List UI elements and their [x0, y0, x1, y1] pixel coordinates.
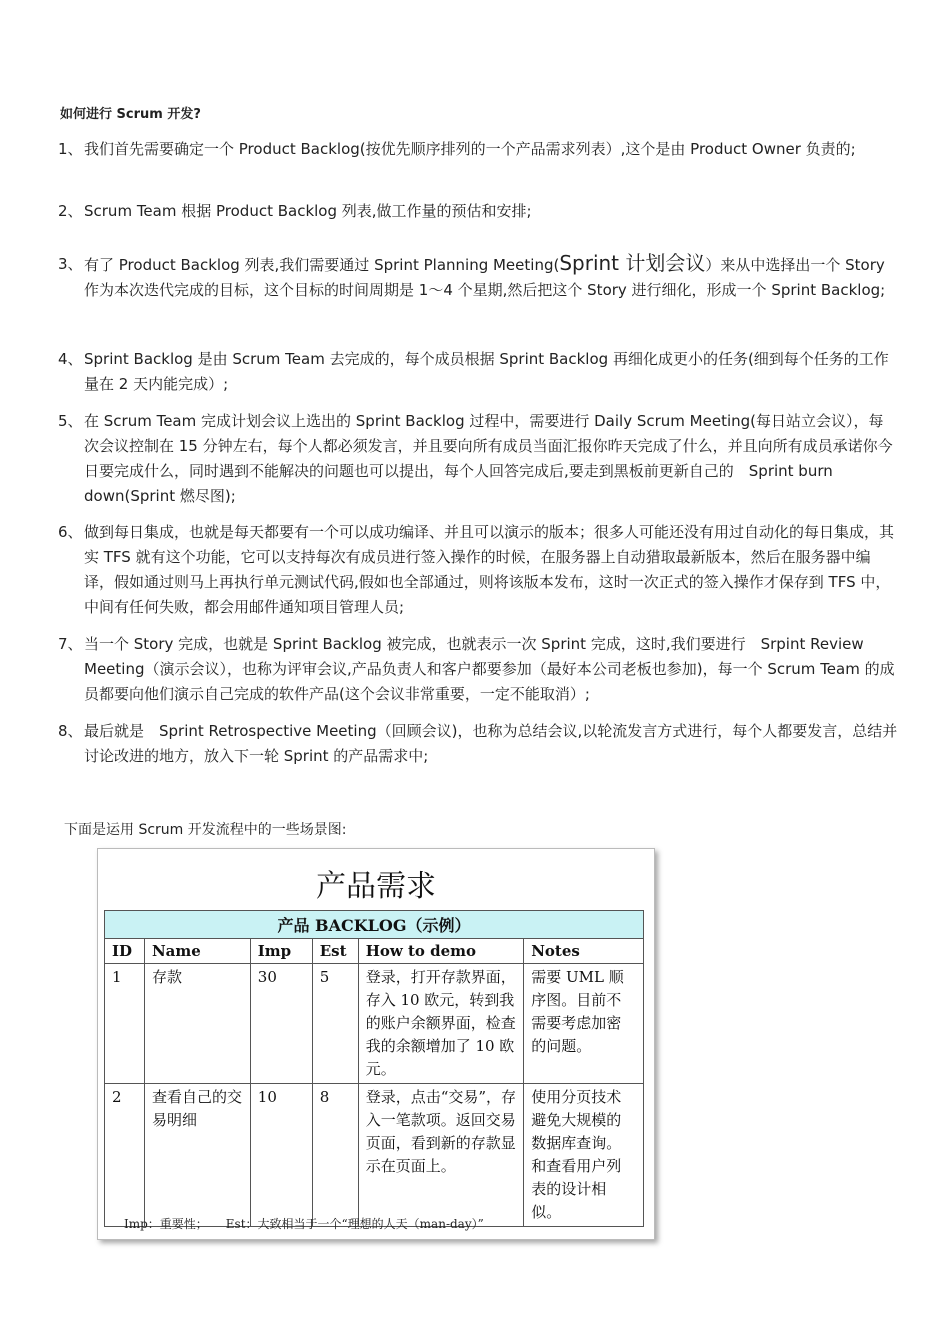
table-row	[105, 1084, 644, 1227]
item-text-part: ）来从中选择出一个 Story 作为本次迭代完成的目标，这个目标的时间周期是 1～4 个星期,然后把这个 Story 进行细化，形成一个 Sprint Backlog;	[84, 256, 886, 299]
table-header-row	[105, 939, 644, 964]
item-number: 2、	[58, 202, 83, 220]
backlog-figure	[97, 848, 655, 1240]
item-text-part: 有了 Product Backlog 列表,我们需要通过 Sprint Planning Meeting(	[84, 256, 560, 274]
list-item	[58, 632, 898, 707]
list-item	[58, 520, 898, 620]
col-est: Est	[312, 939, 358, 964]
table-row	[105, 964, 644, 1084]
cell-est: 8	[312, 1084, 358, 1227]
list-item	[58, 719, 898, 769]
figure-title: 产品需求	[316, 869, 436, 904]
cell-id: 2	[105, 1084, 145, 1227]
item-number: 3、	[58, 255, 83, 273]
col-notes: Notes	[524, 939, 644, 964]
item-text: 我们首先需要确定一个 Product Backlog(按优先顺序排列的一个产品需求列表）,这个是由 Product Owner 负责的;	[84, 140, 856, 158]
table-caption: 产品 BACKLOG（示例）	[104, 910, 644, 938]
list-item	[58, 247, 898, 303]
col-imp: Imp	[250, 939, 312, 964]
item-text: 当一个 Story 完成，也就是 Sprint Backlog 被完成，也就表示一次 Sprint 完成，这时,我们要进行 Srpint Review Meeting（演示会议），也称为评审会议,产品负责人和客户都要参加（最好本公司老板也参加)，每一个 Scrum Team 的成员都要向他们演示自己完成的软件产品(这个会议非常重要，一定不能取消）;	[84, 635, 895, 703]
figure-note: Imp：重要性； Est：大致相当于一个“理想的人天（man-day）”	[124, 1217, 484, 1231]
list-item	[58, 199, 898, 224]
item-text: Sprint Backlog 是由 Scrum Team 去完成的，每个成员根据 Sprint Backlog 再细化成更小的任务(细到每个任务的工作量在 2 天内能完成）;	[84, 350, 889, 393]
cell-how-to-demo: 登录，打开存款界面，存入 10 欧元，转到我的账户余额界面，检查我的余额增加了 10 欧元。	[358, 964, 524, 1084]
cell-imp: 30	[250, 964, 312, 1084]
col-how-to-demo: How to demo	[358, 939, 524, 964]
item-text: 最后就是 Sprint Retrospective Meeting（回顾会议)，也称为总结会议,以轮流发言方式进行，每个人都要发言，总结并讨论改进的地方，放入下一轮 Sprint 的产品需求中;	[84, 722, 898, 765]
item-number: 1、	[58, 140, 83, 158]
figure-intro: 下面是运用 Scrum 开发流程中的一些场景图:	[64, 822, 347, 838]
list-item	[58, 409, 898, 509]
page-title: 如何进行 Scrum 开发?	[60, 107, 201, 122]
item-text: Scrum Team 根据 Product Backlog 列表,做工作量的预估和安排;	[84, 202, 532, 220]
item-number: 8、	[58, 722, 83, 740]
item-number: 7、	[58, 635, 83, 653]
cell-est: 5	[312, 964, 358, 1084]
cell-how-to-demo: 登录，点击“交易”，存入一笔款项。返回交易页面，看到新的存款显示在页面上。	[358, 1084, 524, 1227]
list-item	[58, 347, 898, 397]
list-item	[58, 137, 898, 162]
item-number: 4、	[58, 350, 83, 368]
item-number: 6、	[58, 523, 83, 541]
cell-name: 存款	[144, 964, 250, 1084]
cell-id: 1	[105, 964, 145, 1084]
cell-notes: 需要 UML 顺序图。目前不需要考虑加密的问题。	[524, 964, 644, 1084]
item-number: 5、	[58, 412, 83, 430]
item-text: 在 Scrum Team 完成计划会议上选出的 Sprint Backlog 过程中，需要进行 Daily Scrum Meeting(每日站立会议），每次会议控制在 15 分钟左右，每个人都必须发言，并且要向所有成员当面汇报你昨天完成了什么，并且向所有成员承诺你今日要完成什么，同时遇到不能解决的问题也可以提出，每个人回答完成后,要走到黑板前更新自己的 Sprint burn down(Sprint 燃尽图);	[84, 412, 893, 505]
backlog-table	[104, 910, 644, 1227]
cell-notes: 使用分页技术避免大规模的数据库查询。和查看用户列表的设计相似。	[524, 1084, 644, 1227]
item-text-emphasis: Sprint 计划会议	[559, 251, 706, 275]
cell-name: 查看自己的交易明细	[144, 1084, 250, 1227]
col-id: ID	[105, 939, 145, 964]
item-text	[58, 247, 898, 303]
item-text: 做到每日集成，也就是每天都要有一个可以成功编译、并且可以演示的版本；很多人可能还没有用过自动化的每日集成，其实 TFS 就有这个功能，它可以支持每次有成员进行签入操作的时候，在服务器上自动猎取最新版本，然后在服务器中编译，假如通过则马上再执行单元测试代码,假如也全部通过，则将该版本发布，这时一次正式的签入操作才保存到 TFS 中，中间有任何失败，都会用邮件通知项目管理人员;	[84, 523, 895, 616]
cell-imp: 10	[250, 1084, 312, 1227]
col-name: Name	[144, 939, 250, 964]
